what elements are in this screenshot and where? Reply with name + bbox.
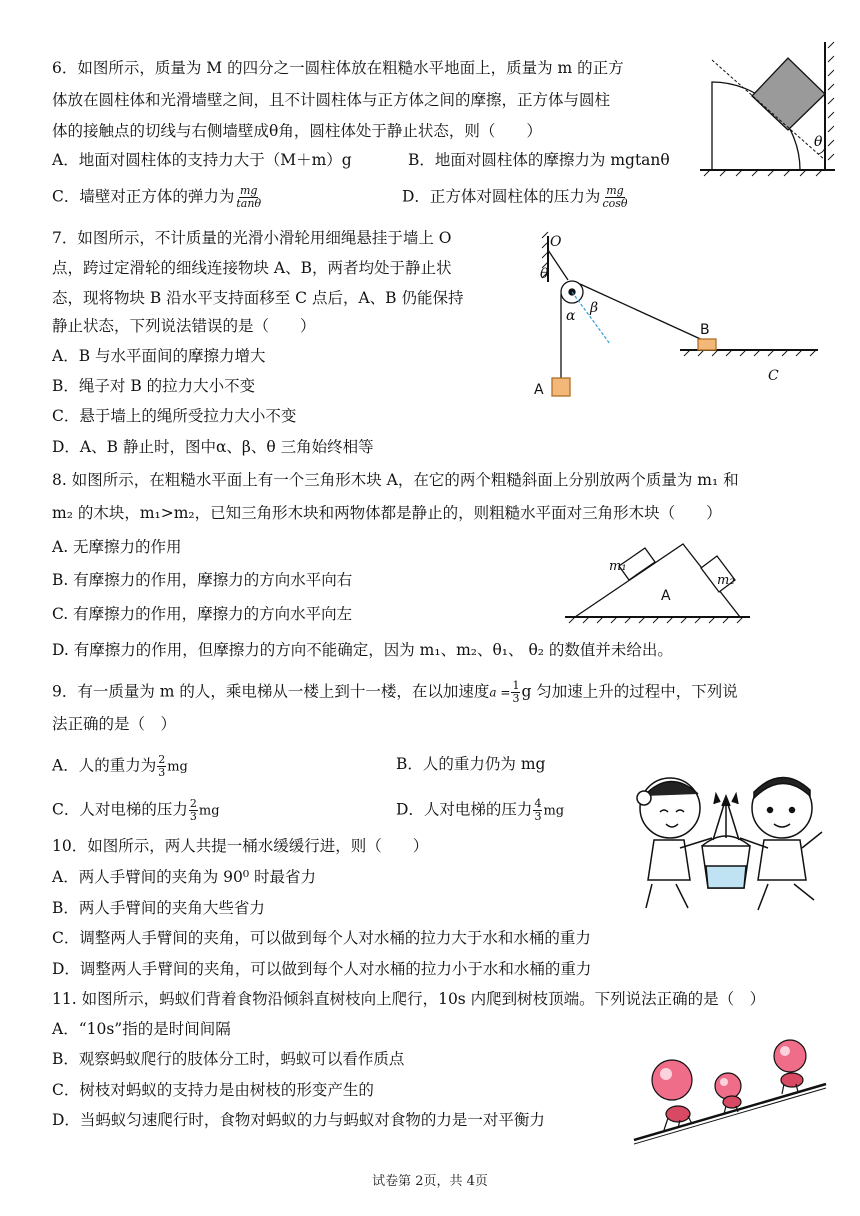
q7-figure-label-c: C (768, 368, 779, 384)
q8-figure-label-a: A (661, 588, 671, 604)
q8-figure-label-m2: m₂ (717, 573, 735, 588)
q7-figure-label-a: A (534, 382, 544, 398)
q6-option-c-fraction (235, 185, 262, 210)
q11-option-a: A．“10s”指的是时间间隔 (52, 1020, 231, 1038)
q6-option-c-text: C．墙壁对正方体的弹力为 (52, 187, 235, 206)
q9-stem-text-post: g 匀加速上升的过程中，下列说 (521, 682, 738, 701)
q11-option-d: D．当蚂蚁匀速爬行时，食物对蚂蚁的力与蚂蚁对食物的力是一对平衡力 (52, 1111, 545, 1129)
q7-option-d: D．A、B 静止时，图中α、β、θ 三角始终相等 (52, 438, 374, 456)
q7-figure-label-alpha: α (566, 308, 576, 324)
q7-stem-line3: 态，现将物块 B 沿水平支持面移至 C 点后，A、B 仍能保持 (52, 289, 464, 307)
q9-option-c-text: C．人对电梯的压力 (52, 800, 188, 819)
q9-option-a-fraction (157, 754, 166, 779)
q6-stem-line1: 6．如图所示，质量为 M 的四分之一圆柱体放在粗糙水平地面上，质量为 m 的正方 (52, 59, 624, 77)
q9-option-d-unit: mg (543, 803, 565, 819)
q9-option-c-unit: mg (198, 803, 220, 819)
q7-figure-label-b: B (700, 322, 710, 338)
q10-stem: 10．如图所示，两人共提一桶水缓缓行进，则（ ） (52, 837, 429, 855)
q10-option-b: B．两人手臂间的夹角大些省力 (52, 899, 265, 917)
q6-option-c (52, 185, 263, 210)
q9-a-denominator: 3 (158, 766, 166, 779)
q8-option-a: A. 无摩擦力的作用 (52, 538, 182, 556)
q9-option-a-unit: mg (167, 759, 188, 775)
q7-option-c: C．悬于墙上的绳所受拉力大小不变 (52, 407, 297, 425)
q10-option-c: C．调整两人手臂间的夹角，可以做到每个人对水桶的拉力大于水和水桶的重力 (52, 929, 591, 947)
q9-c-numerator: 2 (189, 797, 197, 810)
q7-stem-line1: 7．如图所示，不计质量的光滑小滑轮用细绳悬挂于墙上 O (52, 229, 452, 247)
q8-stem-line1: 8. 如图所示，在粗糙水平面上有一个三角形木块 A，在它的两个粗糙斜面上分别放两个质量为 m₁ 和 (52, 471, 739, 489)
q6-option-d (402, 185, 630, 210)
q9-stem-text: 9．有一质量为 m 的人，乘电梯从一楼上到十一楼，在以加速度 (52, 682, 490, 701)
q6-figure (700, 42, 835, 177)
q6-option-a: A．地面对圆柱体的支持力大于（M＋m）g (52, 151, 352, 169)
q7-option-a: A．B 与水平面间的摩擦力增大 (52, 347, 266, 365)
q11-figure (632, 1036, 828, 1146)
q6-c-numerator: mg (239, 184, 258, 197)
q6-figure-theta-label: θ (814, 134, 823, 150)
q7-stem-line2: 点，跨过定滑轮的细线连接物块 A、B，两者均处于静止状 (52, 259, 452, 277)
q10-option-a: A．两人手臂间的夹角为 90⁰ 时最省力 (52, 868, 316, 886)
q11-stem: 11. 如图所示，蚂蚁们背着食物沿倾斜直树枝向上爬行，10s 内爬到树枝顶端。下列说法正确的是（ ） (52, 990, 766, 1008)
q10-figure (618, 768, 828, 918)
q7-figure-label-beta: β (590, 300, 599, 316)
q6-d-numerator: mg (606, 184, 624, 197)
q10-option-d: D．调整两人手臂间的夹角，可以做到每个人对水桶的拉力小于水和水桶的重力 (52, 960, 592, 978)
q9-option-a (52, 754, 188, 779)
q8-option-b: B. 有摩擦力的作用，摩擦力的方向水平向右 (52, 571, 353, 589)
q6-c-denominator: tanθ (236, 197, 262, 210)
q6-option-d-text: D．正方体对圆柱体的压力为 (402, 187, 601, 206)
q7-stem-line4: 静止状态，下列说法错误的是（ ） (52, 317, 316, 335)
q9-accel-eq: a = (489, 685, 511, 700)
q8-figure (565, 532, 755, 627)
q6-stem-line3: 体的接触点的切线与右侧墙壁成θ角，圆柱体处于静止状态，则（ ） (52, 122, 542, 140)
q6-stem-line2: 体放在圆柱体和光滑墙壁之间，且不计圆柱体与正方体之间的摩擦，正方体与圆柱 (52, 91, 611, 109)
q8-option-d: D. 有摩擦力的作用，但摩擦力的方向不能确定，因为 m₁、m₂、θ₁、 θ₂ 的数值并未给出。 (52, 641, 673, 659)
q9-accel-numerator: 1 (512, 679, 520, 692)
q9-accel-denominator: 3 (512, 692, 520, 705)
q9-option-c-fraction (189, 798, 198, 823)
q8-option-c: C. 有摩擦力的作用，摩擦力的方向水平向左 (52, 605, 353, 623)
q8-figure-label-m1: m₁ (609, 559, 627, 574)
q9-option-d-text: D．人对电梯的压力 (396, 800, 533, 819)
q9-d-denominator: 3 (534, 810, 542, 823)
q9-option-c (52, 798, 220, 823)
q9-stem-line2: 法正确的是（ ） (52, 715, 177, 733)
q6-d-denominator: cosθ (602, 197, 628, 210)
q9-c-denominator: 3 (189, 810, 197, 823)
q6-option-d-fraction (601, 185, 628, 210)
q9-option-a-text: A．人的重力为 (52, 756, 157, 775)
q7-figure (520, 232, 825, 402)
q9-option-d (396, 798, 564, 823)
q7-figure-label-theta: θ (540, 266, 549, 282)
q9-stem-line1 (52, 680, 738, 705)
q11-option-c: C．树枝对蚂蚁的支持力是由树枝的形变产生的 (52, 1081, 374, 1099)
q11-option-b: B．观察蚂蚁爬行的肢体分工时，蚂蚁可以看作质点 (52, 1050, 405, 1068)
q9-option-b: B．人的重力仍为 mg (396, 755, 546, 773)
q8-stem-line2: m₂ 的木块，m₁>m₂，已知三角形木块和两物体都是静止的，则粗糙水平面对三角形木块（ ） (52, 504, 722, 522)
q9-d-numerator: 4 (534, 797, 542, 810)
q6-option-b: B．地面对圆柱体的摩擦力为 mgtanθ (408, 151, 670, 169)
q9-a-numerator: 2 (158, 753, 166, 766)
q9-accel-fraction (511, 680, 520, 705)
q9-option-d-fraction (533, 798, 542, 823)
page-footer: 试卷第 2页，共 4页 (372, 1174, 488, 1189)
q7-option-b: B．绳子对 B 的拉力大小不变 (52, 377, 256, 395)
q7-figure-label-o: O (550, 234, 562, 250)
